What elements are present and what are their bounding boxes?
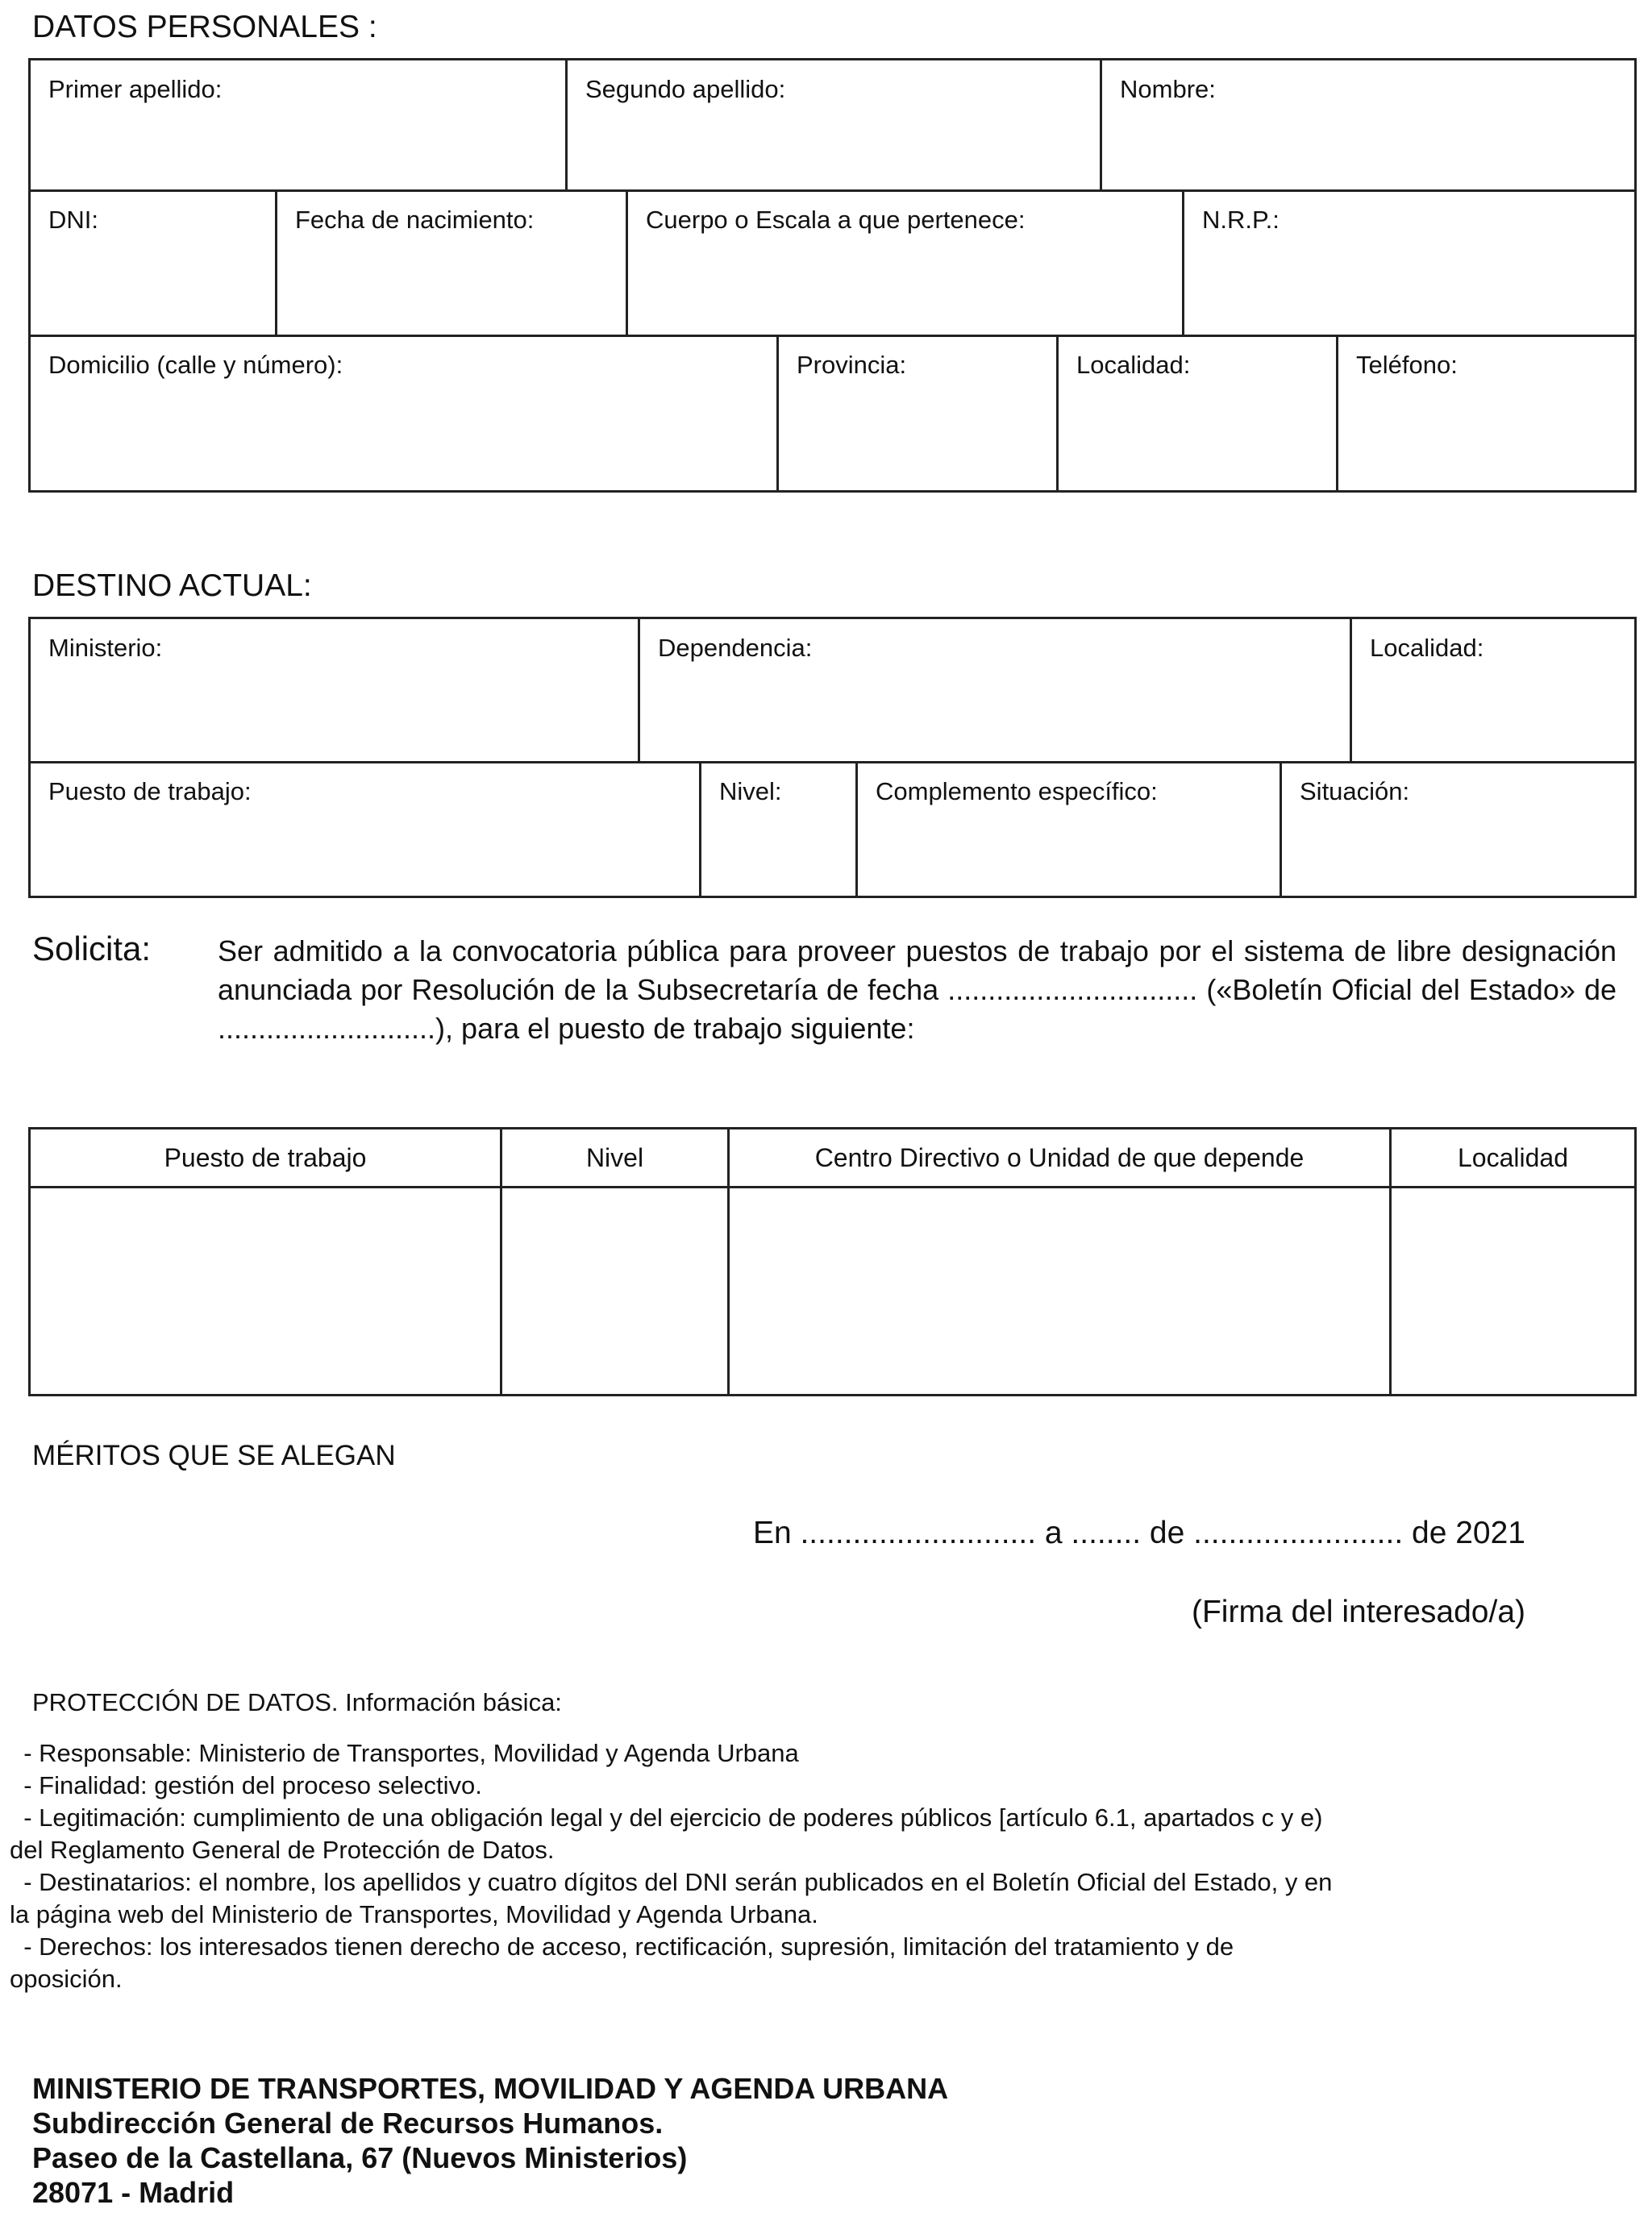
dependencia-label: Dependencia:: [658, 634, 813, 662]
fecha-nacimiento-field[interactable]: [277, 191, 626, 335]
datos-personales-form: [28, 58, 1637, 493]
destino-localidad-field[interactable]: [1352, 619, 1634, 761]
provincia-field[interactable]: [779, 336, 1056, 493]
proteccion-line: - Destinatarios: el nombre, los apellidos y cuatro dígitos del DNI serán publicados en el Boletín Oficial del Estado, y en: [10, 1868, 1333, 1896]
localidad-field[interactable]: [1059, 336, 1336, 493]
nivel-field[interactable]: [701, 763, 855, 898]
ministerio-label: Ministerio:: [48, 634, 163, 662]
lugar-fecha-line: En ........................... a ........ de ........................ de 2021: [752, 1516, 1525, 1550]
nrp-field[interactable]: [1184, 191, 1634, 335]
proteccion-line: del Reglamento General de Protección de Datos.: [10, 1836, 555, 1864]
proteccion-line: - Finalidad: gestión del proceso selectivo.: [10, 1771, 482, 1799]
col-header-localidad: Localidad: [1458, 1142, 1568, 1172]
centro-input-cell[interactable]: [730, 1188, 1389, 1394]
col-header-centro: Centro Directivo o Unidad de que depende: [814, 1142, 1305, 1172]
ministerio-field[interactable]: [31, 619, 638, 761]
meritos-title: MÉRITOS QUE SE ALEGAN: [32, 1440, 396, 1471]
puesto-trabajo-field[interactable]: [31, 763, 699, 898]
footer-ciudad: 28071 - Madrid: [32, 2176, 235, 2209]
destino-localidad-label: Localidad:: [1370, 634, 1484, 662]
complemento-label: Complemento específico:: [876, 777, 1158, 805]
proteccion-line: - Responsable: Ministerio de Transportes, Movilidad y Agenda Urbana: [10, 1739, 799, 1767]
localidad-input-cell[interactable]: [1392, 1188, 1634, 1394]
situacion-field[interactable]: [1282, 763, 1634, 898]
col-header-nivel: Nivel: [585, 1142, 644, 1172]
primer-apellido-label: Primer apellido:: [48, 75, 223, 103]
footer-subdireccion: Subdirección General de Recursos Humanos.: [32, 2107, 664, 2140]
localidad-label: Localidad:: [1076, 351, 1191, 379]
puesto-solicitado-table: [28, 1127, 1637, 1396]
proteccion-line: - Derechos: los interesados tienen derecho de acceso, rectificación, supresión, limitación del tratamiento y de: [10, 1932, 1234, 1961]
proteccion-line: la página web del Ministerio de Transportes, Movilidad y Agenda Urbana.: [10, 1900, 818, 1928]
nombre-field[interactable]: [1102, 60, 1634, 189]
complemento-field[interactable]: [858, 763, 1280, 898]
destino-actual-title: DESTINO ACTUAL:: [32, 568, 312, 603]
nivel-label: Nivel:: [719, 777, 782, 805]
primer-apellido-field[interactable]: [31, 60, 565, 189]
footer-ministerio: MINISTERIO DE TRANSPORTES, MOVILIDAD Y AGENDA URBANA: [32, 2072, 949, 2105]
situacion-label: Situación:: [1300, 777, 1410, 805]
telefono-field[interactable]: [1338, 336, 1634, 493]
proteccion-line: oposición.: [10, 1965, 123, 1993]
domicilio-field[interactable]: [31, 336, 776, 493]
proteccion-line: - Legitimación: cumplimiento de una obligación legal y del ejercicio de poderes públicos [artículo 6.1, apartados c y e): [10, 1803, 1323, 1832]
footer-address: [32, 2071, 948, 2210]
proteccion-info: [10, 1737, 1332, 1995]
footer-direccion: Paseo de la Castellana, 67 (Nuevos Ministerios): [32, 2141, 688, 2174]
dni-field[interactable]: [31, 191, 275, 335]
dependencia-field[interactable]: [640, 619, 1350, 761]
dni-label: DNI:: [48, 206, 98, 234]
provincia-label: Provincia:: [797, 351, 907, 379]
firma-label: (Firma del interesado/a): [1192, 1595, 1525, 1629]
cuerpo-escala-field[interactable]: [628, 191, 1182, 335]
cuerpo-escala-label: Cuerpo o Escala a que pertenece:: [646, 206, 1026, 234]
nivel-input-cell[interactable]: [502, 1188, 727, 1394]
segundo-apellido-label: Segundo apellido:: [585, 75, 786, 103]
destino-actual-form: [28, 617, 1637, 898]
solicita-text: Ser admitido a la convocatoria pública para proveer puestos de trabajo por el sistema de libre designación anunciada por Resolución de la Subsecretaría de fecha ............................... («Boletín Oficial del Estado» de ...........................), para el puesto de trabajo siguiente:: [218, 934, 1617, 1045]
puesto-input-cell[interactable]: [31, 1188, 500, 1394]
proteccion-title: PROTECCIÓN DE DATOS. Información básica:: [32, 1688, 562, 1716]
solicita-label: Solicita:: [32, 930, 152, 967]
telefono-label: Teléfono:: [1356, 351, 1458, 379]
domicilio-label: Domicilio (calle y número):: [48, 351, 343, 379]
nombre-label: Nombre:: [1120, 75, 1216, 103]
datos-personales-title: DATOS PERSONALES :: [32, 10, 377, 44]
fecha-nacimiento-label: Fecha de nacimiento:: [295, 206, 535, 234]
segundo-apellido-field[interactable]: [568, 60, 1100, 189]
col-header-puesto: Puesto de trabajo: [164, 1142, 367, 1172]
puesto-trabajo-label: Puesto de trabajo:: [48, 777, 252, 805]
nrp-label: N.R.P.:: [1202, 206, 1280, 234]
